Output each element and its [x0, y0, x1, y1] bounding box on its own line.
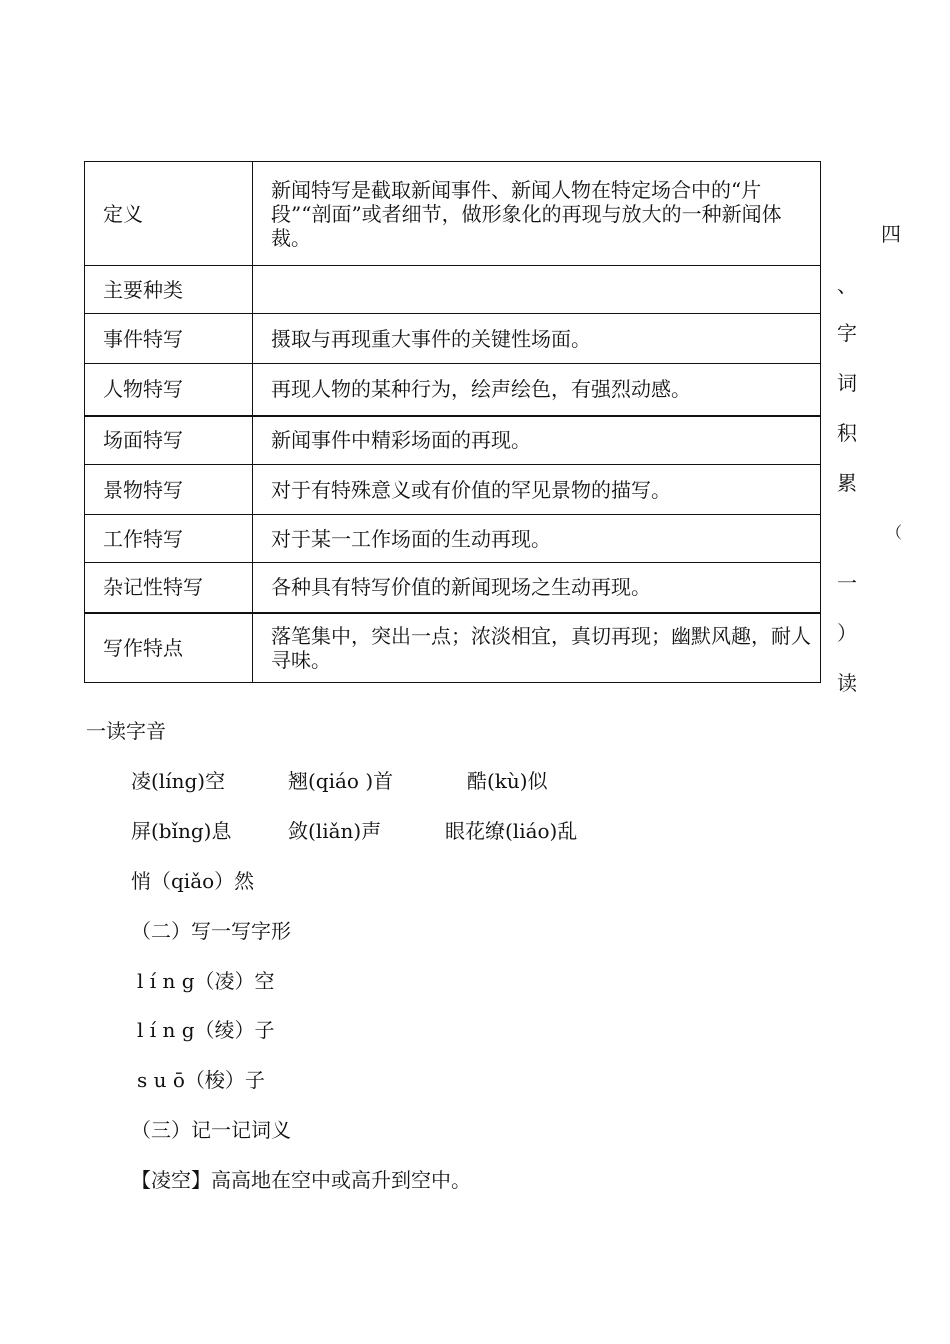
side-heading-char: 一: [837, 571, 857, 595]
table-row: [85, 465, 821, 515]
table-desc-text: 摄取与再现重大事件的关键性场面。: [271, 326, 591, 351]
pinyin-item: 眼花缭(liáo)乱: [445, 819, 578, 843]
table-row: [85, 515, 821, 563]
table-desc-text: 对于某一工作场面的生动再现。: [271, 526, 551, 551]
table-desc: [253, 162, 821, 266]
glyph-item: l í n g（凌）空: [137, 969, 275, 993]
news-feature-table: [84, 161, 821, 683]
table-desc-text: 再现人物的某种行为，绘声绘色，有强烈动感。: [271, 377, 691, 402]
table-desc: [253, 465, 821, 515]
definition-text: 高高地在空中或高升到空中。: [211, 1168, 471, 1192]
table-desc: [253, 314, 821, 364]
pinyin-item: 翘(qiáo )首: [288, 769, 394, 793]
side-heading-char: 积: [837, 421, 857, 445]
table-desc: [253, 266, 821, 314]
table-term: 主要种类: [85, 266, 253, 314]
side-heading-char: 读: [837, 671, 857, 695]
table-desc: [253, 364, 821, 416]
side-heading-char: 四: [881, 222, 901, 246]
table-row: [85, 416, 821, 465]
table-row: [85, 563, 821, 613]
glyph-item: l í n g（绫）子: [137, 1018, 275, 1042]
table-term: 定义: [85, 162, 253, 266]
table-row: [85, 266, 821, 314]
table-term: 杂记性特写: [85, 563, 253, 613]
definition-entry: [131, 1167, 471, 1193]
pinyin-item: 酷(kù)似: [467, 769, 548, 793]
side-heading-char: ）: [837, 621, 857, 645]
definition-term: 【凌空】: [131, 1168, 211, 1192]
section-heading: 一读字音: [86, 719, 166, 743]
table-desc: [253, 613, 821, 683]
table-term: 场面特写: [85, 416, 253, 465]
side-heading-char: 字: [837, 321, 857, 345]
table-term: 事件特写: [85, 314, 253, 364]
table-row: [85, 162, 821, 266]
table-desc-text: 对于有特殊意义或有价值的罕见景物的描写。: [271, 477, 671, 502]
table-term: 写作特点: [85, 613, 253, 683]
table-row: [85, 364, 821, 416]
table-desc: [253, 515, 821, 563]
table-desc: [253, 416, 821, 465]
section-heading: （二）写一写字形: [131, 919, 291, 943]
table-term: 工作特写: [85, 515, 253, 563]
table-row: [85, 613, 821, 683]
table-desc-text: 落笔集中，突出一点；浓淡相宜，真切再现；幽默风趣，耐人寻味。: [271, 623, 811, 672]
side-heading-char: 词: [837, 371, 857, 395]
pinyin-item: 凌(líng)空: [131, 769, 226, 793]
table-term: 人物特写: [85, 364, 253, 416]
pinyin-item: 悄（qiǎo）然: [131, 869, 255, 893]
table-term: 景物特写: [85, 465, 253, 515]
table-desc-text: 新闻事件中精彩场面的再现。: [271, 428, 531, 453]
table-row: [85, 314, 821, 364]
table-desc-text: 新闻特写是截取新闻事件、新闻人物在特定场合中的“片段”“剖面”或者细节，做形象化的再现与放大的一种新闻体裁。: [271, 177, 782, 250]
pinyin-item: 敛(liǎn)声: [288, 819, 382, 843]
section-heading: （三）记一记词义: [131, 1118, 291, 1142]
pinyin-item: 屏(bǐng)息: [131, 819, 232, 843]
side-heading-char: 累: [837, 471, 857, 495]
side-heading-char: （: [886, 523, 903, 542]
table-desc: [253, 563, 821, 613]
table-desc-text: 各种具有特写价值的新闻现场之生动再现。: [271, 575, 651, 600]
side-heading-char: 、: [837, 273, 857, 297]
glyph-item: s u ō（梭）子: [137, 1068, 265, 1092]
